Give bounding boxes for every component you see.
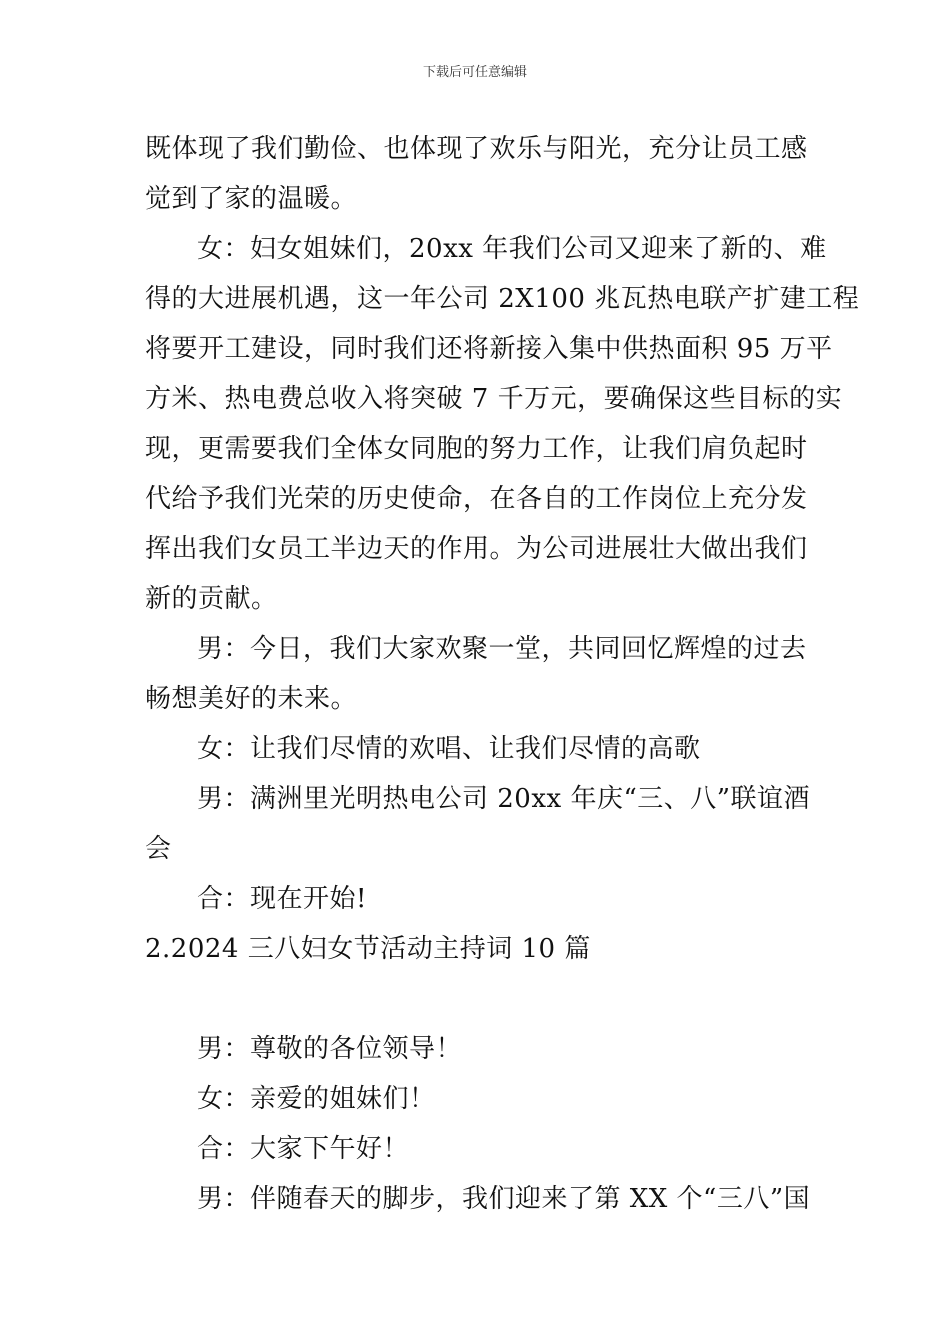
- paragraph-line: 会: [145, 834, 172, 864]
- paragraph-line: 男：满洲里光明热电公司 20xx 年庆“三、八”联谊酒: [197, 784, 811, 814]
- paragraph-line: 代给予我们光荣的历史使命，在各自的工作岗位上充分发: [145, 484, 808, 514]
- paragraph-line: 男：伴随春天的脚步，我们迎来了第 XX 个“三八”国: [197, 1184, 811, 1214]
- paragraph-line: 觉到了家的温暖。: [145, 184, 358, 214]
- paragraph-line: 女：亲爱的姐妹们！: [197, 1084, 436, 1114]
- page-header: 下载后可任意编辑: [422, 65, 527, 80]
- paragraph-line: 挥出我们女员工半边天的作用。为公司进展壮大做出我们: [145, 534, 808, 564]
- section-heading: 2.2024 三八妇女节活动主持词 10 篇: [145, 934, 591, 964]
- paragraph-line: 方米、热电费总收入将突破 7 千万元，要确保这些目标的实: [145, 384, 843, 414]
- paragraph-line: 合：现在开始!: [197, 884, 367, 914]
- paragraph-line: 现，更需要我们全体女同胞的努力工作，让我们肩负起时: [145, 434, 808, 464]
- blank-line: [145, 974, 807, 1024]
- paragraph-line: 女：妇女姐妹们，20xx 年我们公司又迎来了新的、难: [197, 234, 827, 264]
- paragraph-line: 得的大进展机遇，这一年公司 2X100 兆瓦热电联产扩建工程: [145, 284, 860, 314]
- paragraph-line: 男：今日，我们大家欢聚一堂，共同回忆辉煌的过去: [197, 634, 807, 664]
- paragraph-line: 男：尊敬的各位领导！: [197, 1034, 463, 1064]
- paragraph-line: 将要开工建设，同时我们还将新接入集中供热面积 95 万平: [145, 334, 833, 364]
- paragraph-line: 女：让我们尽情的欢唱、让我们尽情的高歌: [197, 734, 701, 764]
- document-body: [145, 124, 860, 1224]
- paragraph-line: 既体现了我们勤俭、也体现了欢乐与阳光，充分让员工感: [145, 134, 808, 164]
- paragraph-line: 畅想美好的未来。: [145, 684, 358, 714]
- paragraph-line: 合：大家下午好！: [197, 1134, 410, 1164]
- paragraph-line: 新的贡献。: [145, 584, 278, 614]
